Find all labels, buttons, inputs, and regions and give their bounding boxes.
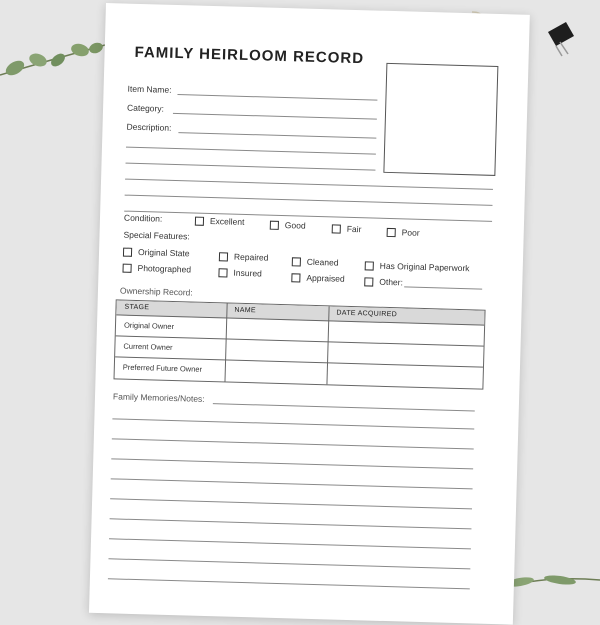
table-row-original-owner: Original Owner	[123, 320, 175, 332]
condition-label: Condition:	[123, 212, 163, 224]
table-header-stage: STAGE	[124, 303, 150, 312]
table-row-current-owner: Current Owner	[123, 341, 173, 352]
feature-cleaned-checkbox[interactable]: Cleaned	[292, 256, 339, 267]
notes-line[interactable]	[111, 458, 473, 469]
condition-good-checkbox[interactable]: Good	[270, 220, 306, 231]
description-line[interactable]	[126, 163, 376, 171]
page-title: FAMILY HEIRLOOM RECORD	[134, 43, 365, 68]
notes-line[interactable]	[109, 538, 471, 549]
notes-line[interactable]	[111, 478, 473, 489]
table-header-name: NAME	[234, 306, 256, 315]
feature-other-checkbox[interactable]: Other:	[364, 276, 403, 287]
feature-insured-checkbox[interactable]: Insured	[218, 267, 262, 278]
eucalyptus-sprig-top-left	[0, 30, 110, 90]
ownership-record-label: Ownership Record:	[119, 285, 193, 298]
special-features-label: Special Features:	[123, 229, 190, 242]
item-name-label: Item Name:	[127, 83, 172, 95]
feature-appraised-checkbox[interactable]: Appraised	[291, 272, 345, 283]
heirloom-record-sheet	[89, 3, 530, 625]
feature-other-field[interactable]	[404, 286, 482, 289]
notes-line[interactable]	[110, 498, 472, 509]
feature-repaired-checkbox[interactable]: Repaired	[219, 251, 269, 262]
category-field[interactable]	[173, 113, 377, 120]
description-line[interactable]	[125, 179, 493, 190]
notes-line[interactable]	[112, 438, 474, 449]
notes-line[interactable]	[108, 578, 470, 589]
condition-fair-checkbox[interactable]: Fair	[332, 223, 362, 234]
description-line[interactable]	[125, 195, 493, 206]
condition-excellent-checkbox[interactable]: Excellent	[195, 216, 245, 227]
notes-line[interactable]	[110, 518, 472, 529]
notes-field[interactable]	[213, 403, 475, 411]
description-label: Description:	[126, 121, 172, 133]
condition-poor-checkbox[interactable]: Poor	[387, 227, 420, 238]
description-field[interactable]	[178, 132, 376, 139]
notes-line[interactable]	[112, 418, 474, 429]
notes-line[interactable]	[108, 558, 470, 569]
feature-paperwork-checkbox[interactable]: Has Original Paperwork	[365, 260, 470, 273]
table-header-date-acquired: DATE ACQUIRED	[336, 309, 398, 319]
ownership-table	[113, 299, 485, 389]
description-line[interactable]	[124, 211, 492, 222]
binder-clip-icon	[540, 18, 580, 58]
item-name-field[interactable]	[177, 94, 377, 101]
feature-original-state-checkbox[interactable]: Original State	[123, 247, 190, 259]
family-memories-label: Family Memories/Notes:	[112, 391, 205, 404]
table-row-preferred-future-owner: Preferred Future Owner	[122, 362, 203, 374]
photo-box[interactable]	[383, 63, 498, 176]
feature-photographed-checkbox[interactable]: Photographed	[122, 263, 191, 275]
description-line[interactable]	[126, 147, 376, 155]
category-label: Category:	[126, 102, 165, 114]
